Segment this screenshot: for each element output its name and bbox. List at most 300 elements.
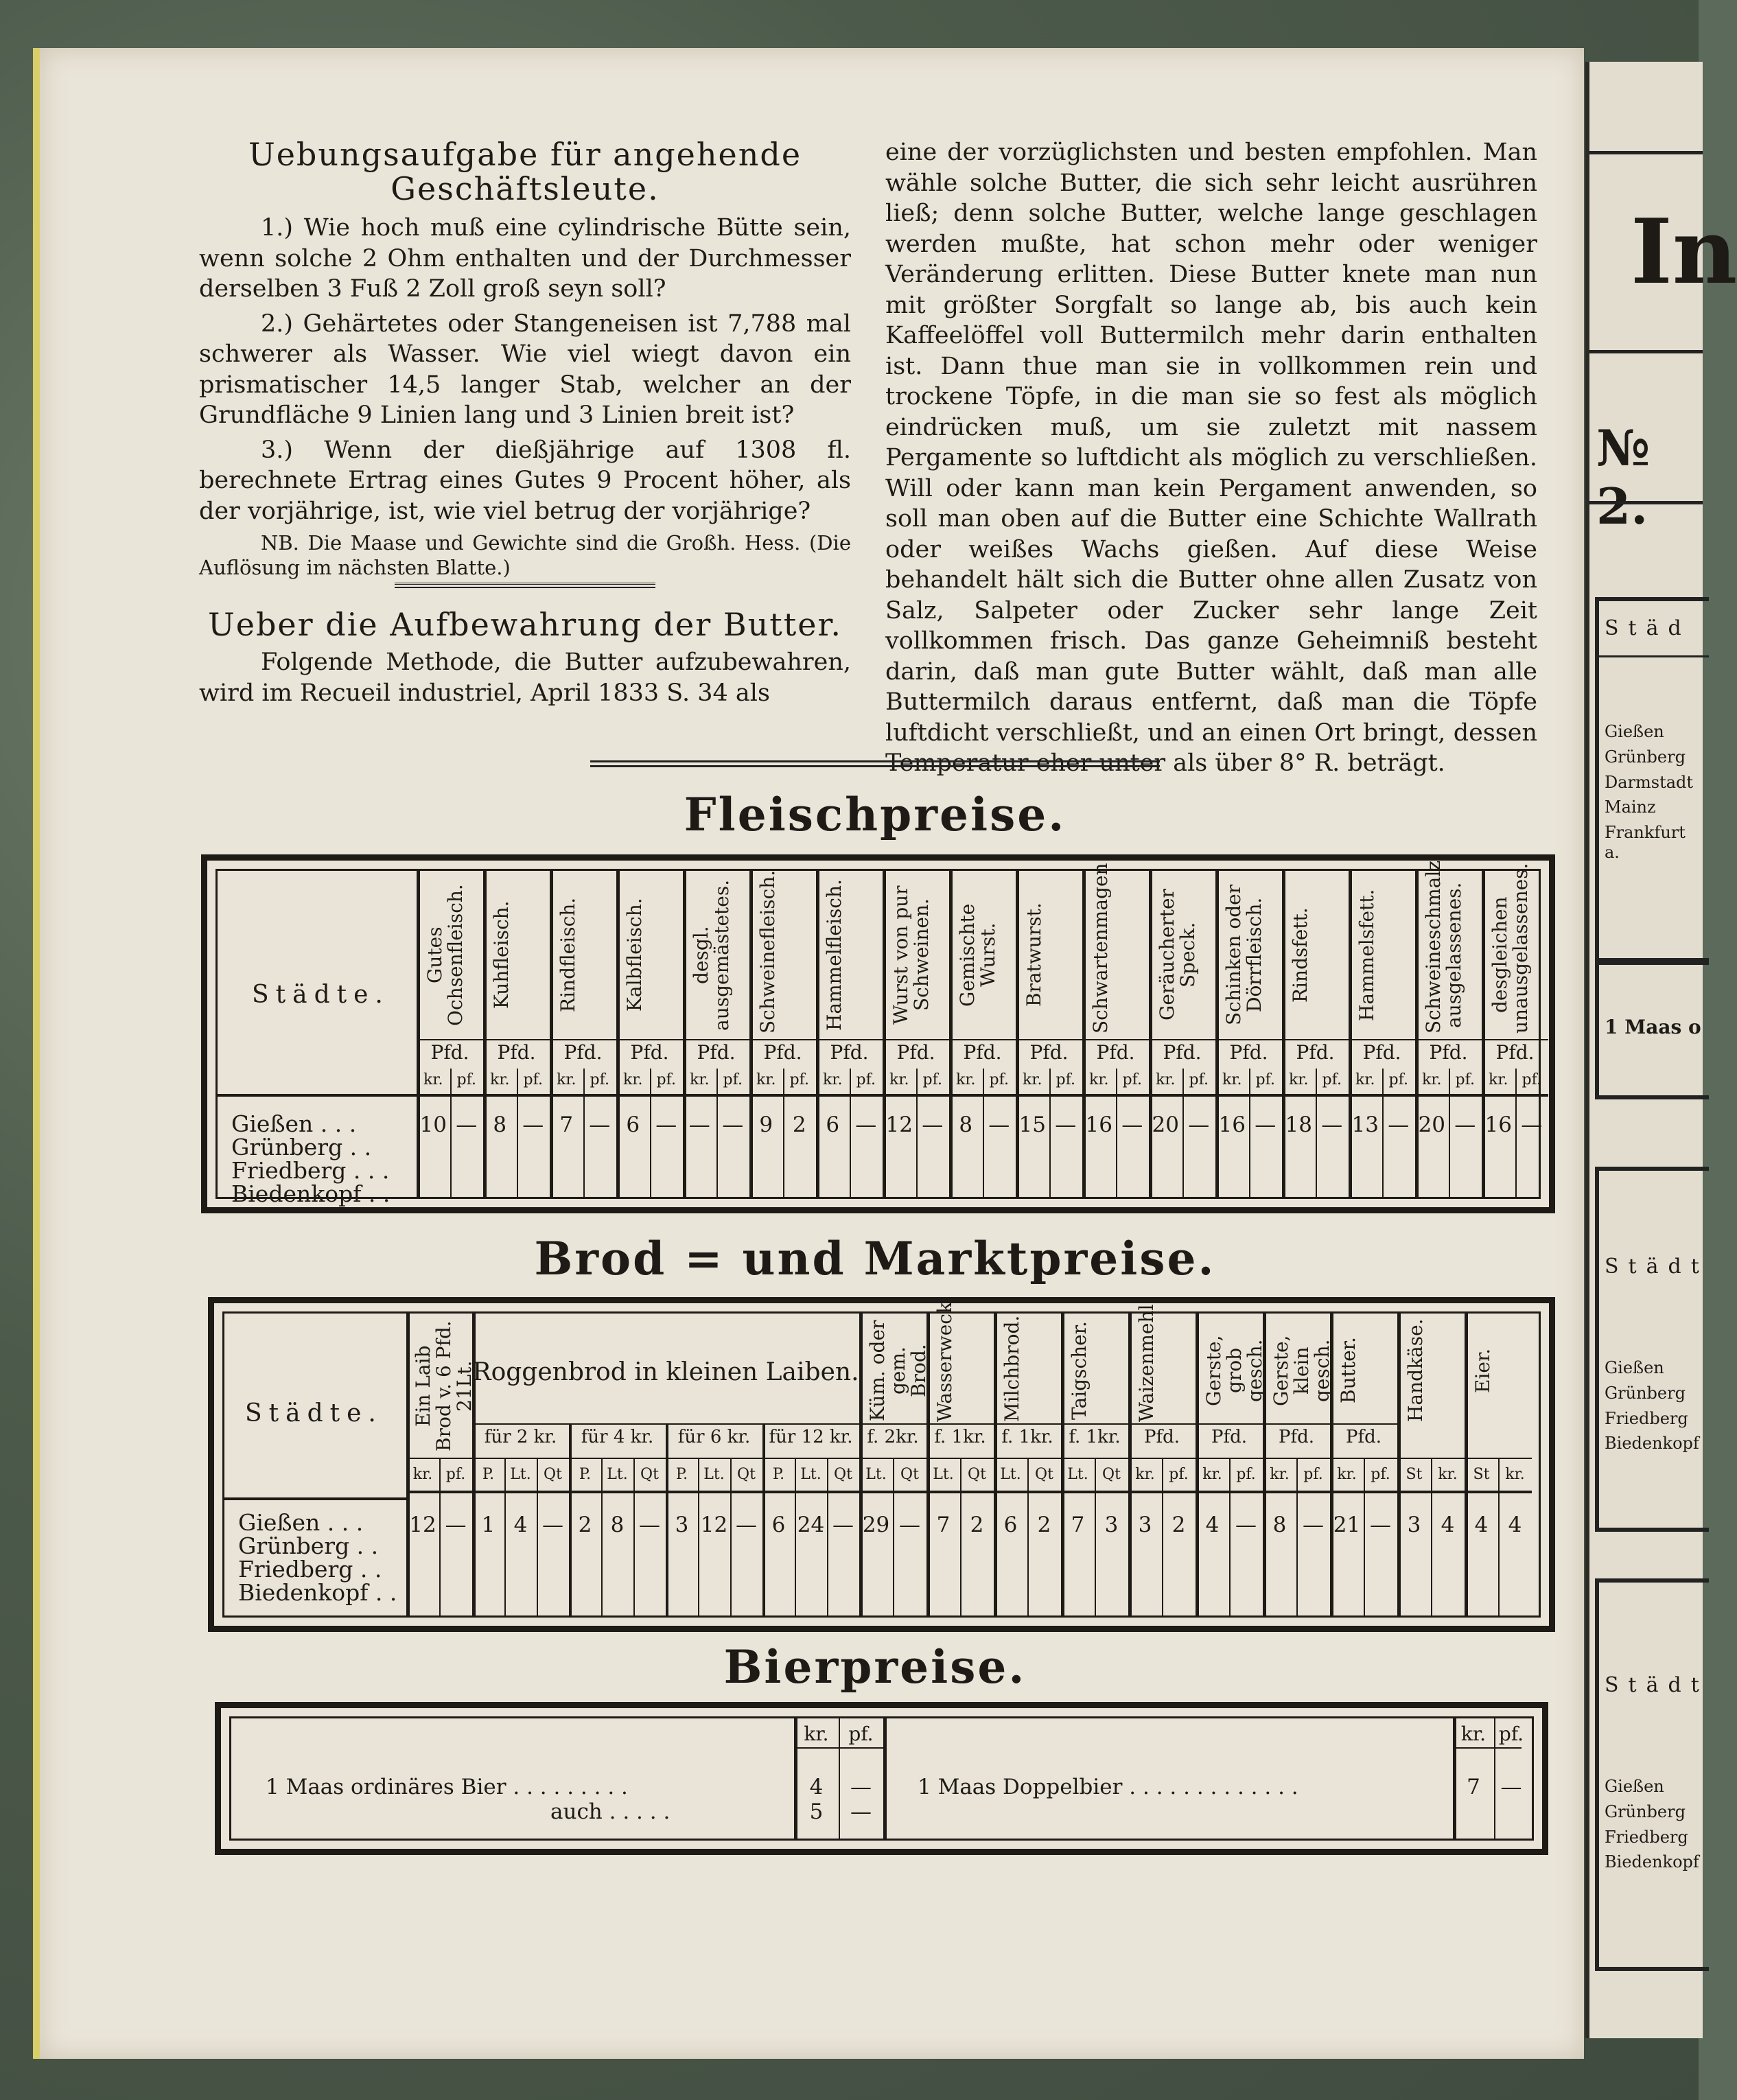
value-pf: — [1055, 1112, 1077, 1137]
col-header: Geräucherter Speck. [1156, 889, 1199, 1021]
unit-rule [749, 1039, 816, 1040]
sub-header-rule [1263, 1491, 1330, 1493]
fleisch-table-inner [215, 860, 1543, 1207]
col-header: Bratwurst. [1023, 902, 1045, 1007]
value: 7 [1071, 1513, 1085, 1537]
section-rule [395, 583, 655, 588]
col-header: Schwartenmagen [1089, 863, 1112, 1034]
sub-pf: pf. [1122, 1071, 1142, 1088]
auch-kr: 5 [809, 1799, 824, 1824]
value-kr: 12 [409, 1513, 436, 1537]
value-pf: — [1454, 1112, 1476, 1137]
rule [1589, 501, 1703, 504]
value-pf: — [1521, 1112, 1543, 1137]
col-rule [1215, 871, 1219, 1197]
value: — [639, 1513, 660, 1537]
sub-header-rule [1282, 1094, 1349, 1097]
doppel-kr: 7 [1467, 1775, 1480, 1799]
sub-kr: kr. [1355, 1071, 1375, 1088]
sub-header-rule [550, 1094, 616, 1097]
city-header: Städte. [245, 1399, 383, 1427]
col-rule [1330, 1314, 1333, 1615]
next-page-title: In [1631, 199, 1737, 304]
value: — [1235, 1513, 1257, 1537]
col-rule [550, 871, 553, 1197]
unit-label: Pfd. [1163, 1041, 1202, 1064]
col-rule [1465, 1314, 1468, 1615]
col-rule [949, 871, 953, 1197]
unit-label: Pfd. [697, 1041, 736, 1064]
value-pf: 2 [792, 1112, 806, 1137]
sub-header-rule [949, 1094, 1016, 1097]
col-rule [749, 871, 753, 1197]
col-header: Butter. [1337, 1337, 1360, 1404]
roggen-price-label: für 6 kr. [677, 1427, 751, 1447]
unit-rule [616, 1039, 683, 1040]
unit-rule [1082, 1039, 1149, 1040]
unit-rule [994, 1423, 1061, 1425]
col-header: Kalbfleisch. [623, 898, 646, 1012]
task-1: 1.) Wie hoch muß eine cylindrische Bütte sein, wenn solche 2 Ohm enthalten und der Durchmesser derselben 3 Fuß 2 Zoll groß seyn soll? [199, 214, 851, 303]
unit-label: Pfd. [563, 1041, 603, 1064]
sub-label: kr. [1505, 1466, 1525, 1483]
maas-text: 1 Maas o [1605, 1016, 1701, 1038]
header-rule [218, 1094, 417, 1097]
sub-label: Lt. [865, 1466, 887, 1483]
col-rule [926, 1314, 930, 1615]
unit-rule [1349, 1039, 1415, 1040]
sub-kr: kr. [557, 1071, 576, 1088]
unit-pf: pf. [848, 1723, 874, 1745]
value: 2 [578, 1513, 592, 1537]
value: — [1303, 1513, 1324, 1537]
col-rule [683, 871, 686, 1197]
col-rule [1016, 871, 1019, 1197]
col-rule [816, 871, 819, 1197]
next-table-3 [1595, 1167, 1709, 1532]
sub-header-rule [762, 1491, 859, 1493]
sub-kr: kr. [1222, 1071, 1242, 1088]
col-rule [1149, 871, 1152, 1197]
col-rule [883, 871, 886, 1197]
header-rule [224, 1497, 406, 1500]
col-header: Milchbrod. [1001, 1315, 1023, 1422]
unit-label: Pfd. [630, 1041, 669, 1064]
value: 7 [936, 1513, 951, 1537]
value-pf: — [522, 1112, 544, 1137]
bier-price-table [215, 1702, 1548, 1855]
sub-pf: pf. [922, 1071, 942, 1088]
sub-rule [1498, 1459, 1500, 1615]
unit-label: Pfd. [763, 1041, 802, 1064]
auch-label: auch . . . . . [550, 1799, 671, 1824]
sub-pf: pf. [789, 1071, 809, 1088]
sub-label: Lt. [1000, 1466, 1021, 1483]
sub-pf: pf. [523, 1071, 543, 1088]
next-table-header: Städt [1605, 1255, 1709, 1279]
value-kr: 12 [885, 1112, 913, 1137]
value-pf: — [988, 1112, 1010, 1137]
value: 4 [1441, 1513, 1455, 1537]
city: Darmstadt [1605, 772, 1694, 792]
sub-label: pf. [1236, 1466, 1256, 1483]
col-rule [616, 871, 620, 1197]
value: 8 [610, 1513, 625, 1537]
sub-kr: kr. [956, 1071, 976, 1088]
unit-label: Pfd. [430, 1041, 469, 1064]
city-list [238, 1511, 397, 1605]
sub-label: St [1473, 1466, 1490, 1483]
value: — [542, 1513, 563, 1537]
sub-label: Qt [968, 1466, 986, 1483]
col-header: Hammelfleisch. [823, 879, 846, 1031]
city: Grünberg [1605, 1383, 1686, 1403]
next-table-1 [1595, 597, 1709, 962]
sub-label: Lt. [703, 1466, 725, 1483]
sub-header-rule [1082, 1094, 1149, 1097]
sub-kr: kr. [1289, 1071, 1309, 1088]
sub-rule [1296, 1459, 1298, 1615]
value-pf: — [1255, 1112, 1276, 1137]
sub-rule [1095, 1459, 1096, 1615]
sub-rule [1364, 1459, 1365, 1615]
unit-rule [1282, 1039, 1349, 1040]
value: 2 [970, 1513, 984, 1537]
unit-label: Pfd. [1278, 1427, 1315, 1447]
nota-bene: NB. Die Maase und Gewichte sind die Großh. Hess. (Die Auflösung im nächsten Blatte.) [199, 531, 851, 579]
unit-rule [859, 1423, 926, 1425]
city-gruenberg: Grünberg . . [238, 1532, 379, 1559]
sub-pf: pf. [989, 1071, 1009, 1088]
sub-header-rule [616, 1094, 683, 1097]
unit-rule [550, 1039, 616, 1040]
value: 12 [700, 1513, 728, 1537]
value: 2 [1037, 1513, 1051, 1537]
col-header: Gutes Ochsenfleisch. [423, 884, 467, 1026]
sub-label: Qt [640, 1466, 659, 1483]
value: 3 [1104, 1513, 1119, 1537]
unit-rule [1061, 1423, 1128, 1425]
col-header: Schinken oder Dörrfleisch. [1222, 884, 1266, 1026]
sub-kr: kr. [823, 1071, 843, 1088]
sub-label: kr. [1438, 1466, 1458, 1483]
sub-rule [601, 1459, 603, 1615]
col-rule [1482, 871, 1485, 1197]
value: 4 [513, 1513, 528, 1537]
sub-label: Qt [737, 1466, 756, 1483]
unit-pf: pf. [1498, 1723, 1524, 1745]
value-kr: 8 [493, 1112, 507, 1137]
col-header: Eier. [1471, 1348, 1494, 1393]
sub-header-rule [859, 1491, 926, 1493]
col-rule [1196, 1314, 1199, 1615]
col-header: Wurst von pur Schweinen. [889, 885, 933, 1025]
unit-rule [666, 1458, 762, 1459]
unit-rule [926, 1423, 994, 1425]
value: 24 [797, 1513, 825, 1537]
next-table-header: Städ [1599, 601, 1709, 657]
sub-pf: pf. [1455, 1071, 1475, 1088]
sub-rule [893, 1459, 894, 1615]
unit-rule [1196, 1423, 1263, 1425]
unit-label: f. 2kr. [867, 1427, 919, 1447]
bier-table-inner [229, 1716, 1534, 1841]
sub-rule [1229, 1459, 1231, 1615]
sub-pf: pf. [1189, 1071, 1209, 1088]
sub-rule [1027, 1459, 1029, 1615]
city: Friedberg [1605, 1827, 1688, 1847]
value: — [1370, 1513, 1391, 1537]
sub-label: kr. [1135, 1466, 1155, 1483]
sub-header-rule [816, 1094, 883, 1097]
sub-kr: kr. [623, 1071, 643, 1088]
sub-header-rule [1016, 1094, 1082, 1097]
value-kr: 6 [826, 1112, 840, 1137]
value-kr: 10 [419, 1112, 447, 1137]
sub-label: P. [482, 1466, 495, 1483]
value-pf: — [1188, 1112, 1210, 1137]
sub-header-rule [1330, 1491, 1397, 1493]
sub-pf: pf. [456, 1071, 476, 1088]
value-kr: 15 [1018, 1112, 1046, 1137]
sub-label: kr. [1270, 1466, 1290, 1483]
next-page-fragment [1585, 62, 1737, 2038]
unit-rule [1149, 1039, 1215, 1040]
unit-rule [1263, 1423, 1330, 1425]
auch-pf: — [850, 1799, 872, 1824]
sub-kr: kr. [490, 1071, 510, 1088]
unit-rule [1215, 1039, 1282, 1040]
sub-header-rule [1149, 1094, 1215, 1097]
sub-pf: pf. [656, 1071, 676, 1088]
sub-label: Qt [1102, 1466, 1121, 1483]
sub-header-rule [472, 1491, 569, 1493]
city-friedberg: Friedberg . . . [231, 1157, 390, 1184]
value: 4 [1508, 1513, 1522, 1537]
value-kr: 18 [1285, 1112, 1312, 1137]
col-rule [1061, 1314, 1064, 1615]
sub-header-rule [1415, 1094, 1482, 1097]
sub-kr: kr. [690, 1071, 710, 1088]
sub-header-rule [1397, 1491, 1465, 1493]
roggen-price-label: für 2 kr. [484, 1427, 557, 1447]
sub-label: Qt [900, 1466, 919, 1483]
unit-label: Pfd. [1296, 1041, 1335, 1064]
col-header: Hammelsfett. [1355, 889, 1378, 1021]
sub-label: Lt. [607, 1466, 628, 1483]
sub-kr: kr. [423, 1071, 443, 1088]
value: 6 [1003, 1513, 1018, 1537]
unit-label: f. 1kr. [1001, 1427, 1053, 1447]
sub-kr: kr. [1489, 1071, 1508, 1088]
sub-rule [960, 1459, 961, 1615]
sub-kr: kr. [1089, 1071, 1109, 1088]
sub-pf: pf. [1388, 1071, 1408, 1088]
roggen-price-label: für 4 kr. [581, 1427, 654, 1447]
sub-kr: kr. [1422, 1071, 1442, 1088]
sub-pf: pf. [590, 1071, 609, 1088]
ordinary-beer-label: 1 Maas ordinäres Bier . . . . . . . . . [266, 1775, 628, 1799]
sub-pf: pf. [1255, 1071, 1275, 1088]
unit-label: Pfd. [1429, 1041, 1468, 1064]
col-rule [1349, 871, 1352, 1197]
sub-header-rule [417, 1094, 483, 1097]
value: — [736, 1513, 757, 1537]
sub-label: Lt. [933, 1466, 954, 1483]
issue-number: № 2. [1596, 419, 1651, 535]
column-divider-rule [590, 760, 1160, 767]
sub-header-rule [926, 1491, 994, 1493]
butter-heading: Ueber die Aufbewahrung der Butter. [207, 606, 842, 643]
col-header: Schweineschmalz ausgelassenes. [1422, 860, 1465, 1034]
unit-label: Pfd. [1211, 1427, 1248, 1447]
sub-header-rule [883, 1094, 949, 1097]
sub-label: pf. [1169, 1466, 1189, 1483]
sub-label: P. [772, 1466, 785, 1483]
col-header: desgleichen unausgelassenes. [1489, 863, 1532, 1034]
ordinary-pf: — [850, 1775, 872, 1799]
city: Grünberg [1605, 747, 1686, 767]
sub-label: Lt. [510, 1466, 531, 1483]
bier-title: Bierpreise. [723, 1640, 1027, 1694]
value: — [832, 1513, 854, 1537]
col-rule [859, 1314, 863, 1615]
col-header: desgl. ausgemästetes. [690, 879, 733, 1031]
city-biedenkopf: Biedenkopf . . [238, 1579, 397, 1606]
unit-rule [762, 1458, 859, 1459]
col-header: Gerste, grob gesch. [1202, 1335, 1266, 1406]
city: Gießen [1605, 722, 1664, 741]
unit-kr: kr. [1460, 1723, 1487, 1745]
value-kr: 16 [1218, 1112, 1246, 1137]
city-gruenberg: Grünberg . . [231, 1134, 372, 1160]
value: — [899, 1513, 920, 1537]
left-text-column [199, 137, 851, 708]
unit-rule [417, 1039, 483, 1040]
col-rule [1282, 871, 1285, 1197]
unit-label: f. 1kr. [1069, 1427, 1121, 1447]
unit-rule [1415, 1039, 1482, 1040]
col-header: Schweinefleisch. [756, 870, 779, 1034]
col-rule [483, 871, 487, 1197]
sub-label: St [1406, 1466, 1423, 1483]
unit-label: Pfd. [1096, 1041, 1135, 1064]
unit-kr: kr. [804, 1723, 829, 1745]
col-rule [883, 1718, 887, 1839]
next-table-4 [1595, 1578, 1709, 1971]
value-pf: — [655, 1112, 677, 1137]
city: Friedberg [1605, 1408, 1688, 1428]
value: 2 [1171, 1513, 1186, 1537]
city: Biedenkopf [1605, 1852, 1699, 1872]
sub-label: Qt [834, 1466, 852, 1483]
unit-rule [1453, 1747, 1522, 1749]
value-kr: 20 [1152, 1112, 1179, 1137]
sub-label: P. [675, 1466, 688, 1483]
sub-rule [827, 1459, 828, 1615]
city: Biedenkopf [1605, 1434, 1699, 1454]
value-pf: — [922, 1112, 944, 1137]
sub-label: Qt [1035, 1466, 1053, 1483]
sub-label: Qt [544, 1466, 562, 1483]
value-pf: — [722, 1112, 744, 1137]
value-kr: 7 [559, 1112, 574, 1137]
unit-rule [883, 1039, 949, 1040]
unit-rule [683, 1039, 749, 1040]
value: 3 [1138, 1513, 1152, 1537]
right-text-column [885, 137, 1537, 779]
value: 29 [862, 1513, 890, 1537]
value-pf: — [1121, 1112, 1143, 1137]
sub-label: P. [579, 1466, 592, 1483]
sub-pf: pf. [445, 1466, 466, 1483]
value: 4 [1205, 1513, 1220, 1537]
col-header: Rindsfett. [1289, 907, 1312, 1003]
value-kr: 8 [959, 1112, 973, 1137]
sub-rule [1431, 1459, 1432, 1615]
col-rule [1082, 871, 1086, 1197]
sub-kr: kr. [412, 1466, 433, 1483]
unit-rule [816, 1039, 883, 1040]
sub-header-rule [1196, 1491, 1263, 1493]
sub-rule [439, 1459, 441, 1615]
city-giessen: Gießen . . . [238, 1509, 364, 1536]
doppelbier-label: 1 Maas Doppelbier . . . . . . . . . . . . . [918, 1775, 1298, 1799]
value-kr: 16 [1085, 1112, 1112, 1137]
col-rule [994, 1314, 997, 1615]
value-pf: — [456, 1112, 478, 1137]
sub-rule [504, 1459, 506, 1615]
unit-label: f. 1kr. [934, 1427, 986, 1447]
value: 3 [1407, 1513, 1421, 1537]
sub-header-rule [1128, 1491, 1196, 1493]
city: Gießen [1605, 1777, 1664, 1796]
col-header: Küm. oder gem. Brod. [866, 1320, 930, 1421]
unit-rule [1330, 1423, 1397, 1425]
sub-rule [795, 1459, 796, 1615]
value: 4 [1474, 1513, 1489, 1537]
sub-header-rule [683, 1094, 749, 1097]
value: 21 [1333, 1513, 1361, 1537]
value-kr: 20 [1418, 1112, 1445, 1137]
sub-label: pf. [1371, 1466, 1390, 1483]
value: 8 [1272, 1513, 1287, 1537]
value-kr: 13 [1351, 1112, 1379, 1137]
sub-label: pf. [1303, 1466, 1323, 1483]
col-rule [1263, 1314, 1266, 1615]
sub-header-rule [1215, 1094, 1282, 1097]
sub-kr: kr. [756, 1071, 776, 1088]
city-friedberg: Friedberg . . [238, 1556, 382, 1583]
next-table-2 [1595, 961, 1709, 1099]
unit-label: Pfd. [896, 1041, 935, 1064]
top-rule [1589, 151, 1703, 154]
city-header: Städte. [252, 981, 390, 1009]
value-kr: 9 [759, 1112, 773, 1137]
city-list [231, 1112, 390, 1206]
sub-header-rule [406, 1491, 472, 1493]
value-pf: — [445, 1513, 467, 1537]
col-header: Wasserweck [933, 1302, 956, 1422]
sub-header-rule [749, 1094, 816, 1097]
unit-label: Pfd. [1029, 1041, 1069, 1064]
value-pf: — [1388, 1112, 1410, 1137]
sub-pf: pf. [856, 1071, 876, 1088]
unit-label: Pfd. [830, 1041, 869, 1064]
value: 6 [771, 1513, 786, 1537]
unit-rule [472, 1458, 569, 1459]
ordinary-kr: 4 [809, 1775, 824, 1799]
